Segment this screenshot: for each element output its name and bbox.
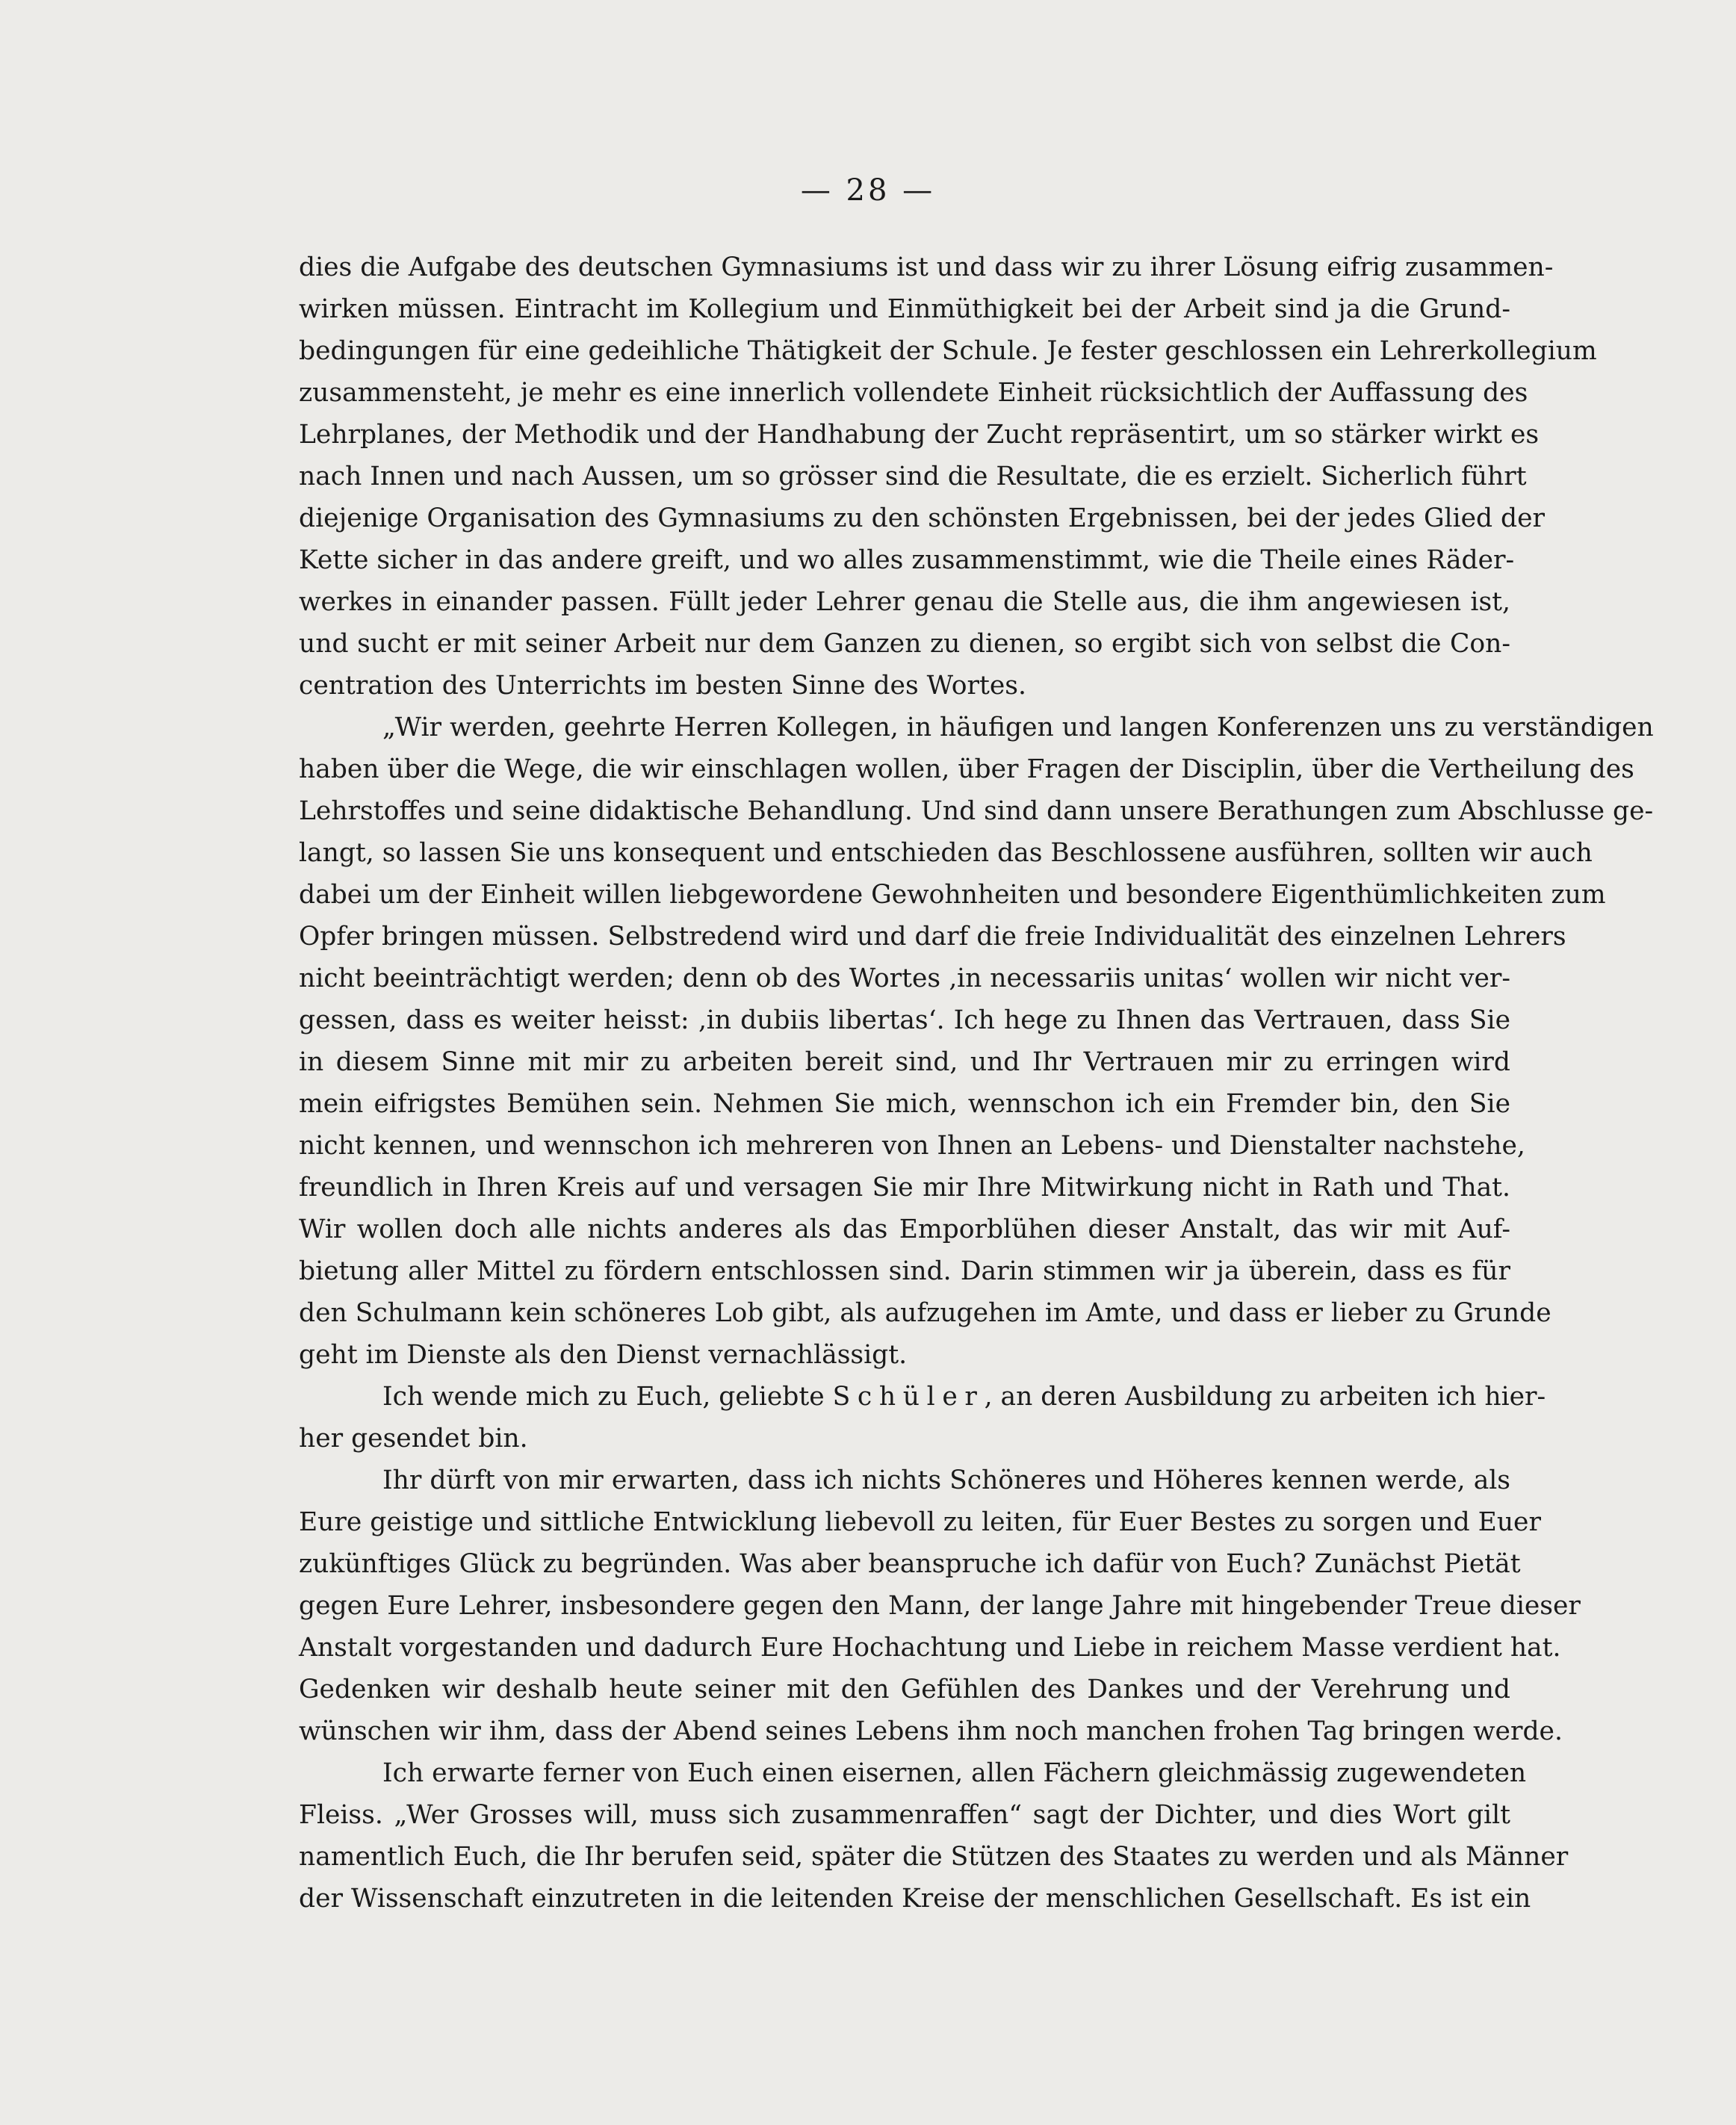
text-line: centration des Unterrichts im besten Sinne des Wortes.	[299, 671, 1026, 701]
text-line: wirken müssen. Eintracht im Kollegium und Einmüthigkeit bei der Arbeit sind ja die Grund-	[299, 294, 1510, 324]
text-line: Ihr dürft von mir erwarten, dass ich nichts Schöneres und Höheres kennen werde, als	[382, 1465, 1510, 1495]
text-line: Eure geistige und sittliche Entwicklung liebevoll zu leiten, für Euer Bestes zu sorgen und Euer	[299, 1507, 1541, 1537]
text-line: namentlich Euch, die Ihr berufen seid, später die Stützen des Staates zu werden und als Männer	[299, 1842, 1569, 1872]
text-line: Fleiss. „Wer Grosses will, muss sich zusammenraffen“ sagt der Dichter, und dies Wort gilt	[299, 1800, 1510, 1830]
line-segment: , an deren Ausbildung zu arbeiten ich hier-	[984, 1382, 1546, 1412]
text-line: nicht beeinträchtigt werden; denn ob des Wortes ‚in necessariis unitas‘ wollen wir nicht ver-	[299, 964, 1511, 993]
text-line	[299, 1376, 1546, 1418]
text-line: nach Innen und nach Aussen, um so grösser sind die Resultate, die es erzielt. Sicherlich führt	[299, 462, 1527, 491]
text-line: Gedenken wir deshalb heute seiner mit den Gefühlen des Dankes und der Verehrung und	[299, 1675, 1510, 1704]
text-line: gegen Eure Lehrer, insbesondere gegen den Mann, der lange Jahre mit hingebender Treue dieser	[299, 1591, 1581, 1621]
text-line: zusammensteht, je mehr es eine innerlich vollendete Einheit rücksichtlich der Auffassung des	[299, 378, 1528, 408]
text-line: haben über die Wege, die wir einschlagen wollen, über Fragen der Disciplin, über die Vertheilung des	[299, 754, 1634, 784]
text-line: „Wir werden, geehrte Herren Kollegen, in häufigen und langen Konferenzen uns zu verständigen	[382, 713, 1654, 742]
text-line: bietung aller Mittel zu fördern entschlossen sind. Darin stimmen wir ja überein, dass es für	[299, 1256, 1510, 1286]
text-line: Anstalt vorgestanden und dadurch Eure Hochachtung und Liebe in reichem Masse verdient hat.	[299, 1633, 1561, 1663]
text-line: langt, so lassen Sie uns konsequent und entschieden das Beschlossene ausführen, sollten wir auch	[299, 838, 1593, 868]
body-text	[299, 246, 1654, 1920]
text-line: der Wissenschaft einzutreten in die leitenden Kreise der menschlichen Gesellschaft. Es ist ein	[299, 1884, 1531, 1914]
text-line: nicht kennen, und wennschon ich mehreren von Ihnen an Lebens- und Dienstalter nachstehe,	[299, 1131, 1525, 1161]
text-line: den Schulmann kein schöneres Lob gibt, als aufzugehen im Amte, und dass er lieber zu Grunde	[299, 1298, 1551, 1328]
page-number: — 28 —	[800, 173, 936, 208]
text-line: Kette sicher in das andere greift, und wo alles zusammenstimmt, wie die Theile eines Räder-	[299, 545, 1515, 575]
line-segment: Ich wende mich zu Euch, geliebte	[382, 1382, 833, 1412]
text-line: dabei um der Einheit willen liebgewordene Gewohnheiten und besondere Eigenthümlichkeiten zum	[299, 880, 1606, 910]
text-line: dies die Aufgabe des deutschen Gymnasiums ist und dass wir zu ihrer Lösung eifrig zusammen-	[299, 252, 1554, 282]
text-line: in diesem Sinne mit mir zu arbeiten bereit sind, und Ihr Vertrauen mir zu erringen wird	[299, 1047, 1510, 1077]
text-line: und sucht er mit seiner Arbeit nur dem Ganzen zu dienen, so ergibt sich von selbst die Con-	[299, 629, 1510, 659]
text-line: freundlich in Ihren Kreis auf und versagen Sie mir Ihre Mitwirkung nicht in Rath und That.	[299, 1173, 1510, 1203]
text-line: Lehrstoffes und seine didaktische Behandlung. Und sind dann unsere Berathungen zum Abschlusse ge-	[299, 796, 1654, 826]
text-line: diejenige Organisation des Gymnasiums zu den schönsten Ergebnissen, bei der jedes Glied der	[299, 503, 1546, 533]
text-line: her gesendet bin.	[299, 1424, 528, 1454]
text-line: Wir wollen doch alle nichts anderes als das Emporblühen dieser Anstalt, das wir mit Auf-	[299, 1214, 1510, 1244]
text-line: Opfer bringen müssen. Selbstredend wird und darf die freie Individualität des einzelnen Lehrers	[299, 922, 1566, 952]
text-line: gessen, dass es weiter heisst: ‚in dubiis libertas‘. Ich hege zu Ihnen das Vertrauen, dass Sie	[299, 1005, 1510, 1035]
emphasized-word: Schüler	[832, 1382, 985, 1412]
text-line: geht im Dienste als den Dienst vernachlässigt.	[299, 1340, 908, 1370]
text-line: mein eifrigstes Bemühen sein. Nehmen Sie mich, wennschon ich ein Fremder bin, den Sie	[299, 1089, 1510, 1119]
text-line: Lehrplanes, der Methodik und der Handhabung der Zucht repräsentirt, um so stärker wirkt es	[299, 420, 1540, 450]
text-line: wünschen wir ihm, dass der Abend seines Lebens ihm noch manchen frohen Tag bringen werde.	[299, 1716, 1563, 1746]
text-line: werkes in einander passen. Füllt jeder Lehrer genau die Stelle aus, die ihm angewiesen ist,	[299, 587, 1510, 617]
text-line: zukünftiges Glück zu begründen. Was aber beanspruche ich dafür von Euch? Zunächst Pietät	[299, 1549, 1521, 1579]
text-line: Ich erwarte ferner von Euch einen eisernen, allen Fächern gleichmässig zugewendeten	[382, 1758, 1527, 1788]
text-line: bedingungen für eine gedeihliche Thätigkeit der Schule. Je fester geschlossen ein Lehrerkollegium	[299, 336, 1597, 366]
